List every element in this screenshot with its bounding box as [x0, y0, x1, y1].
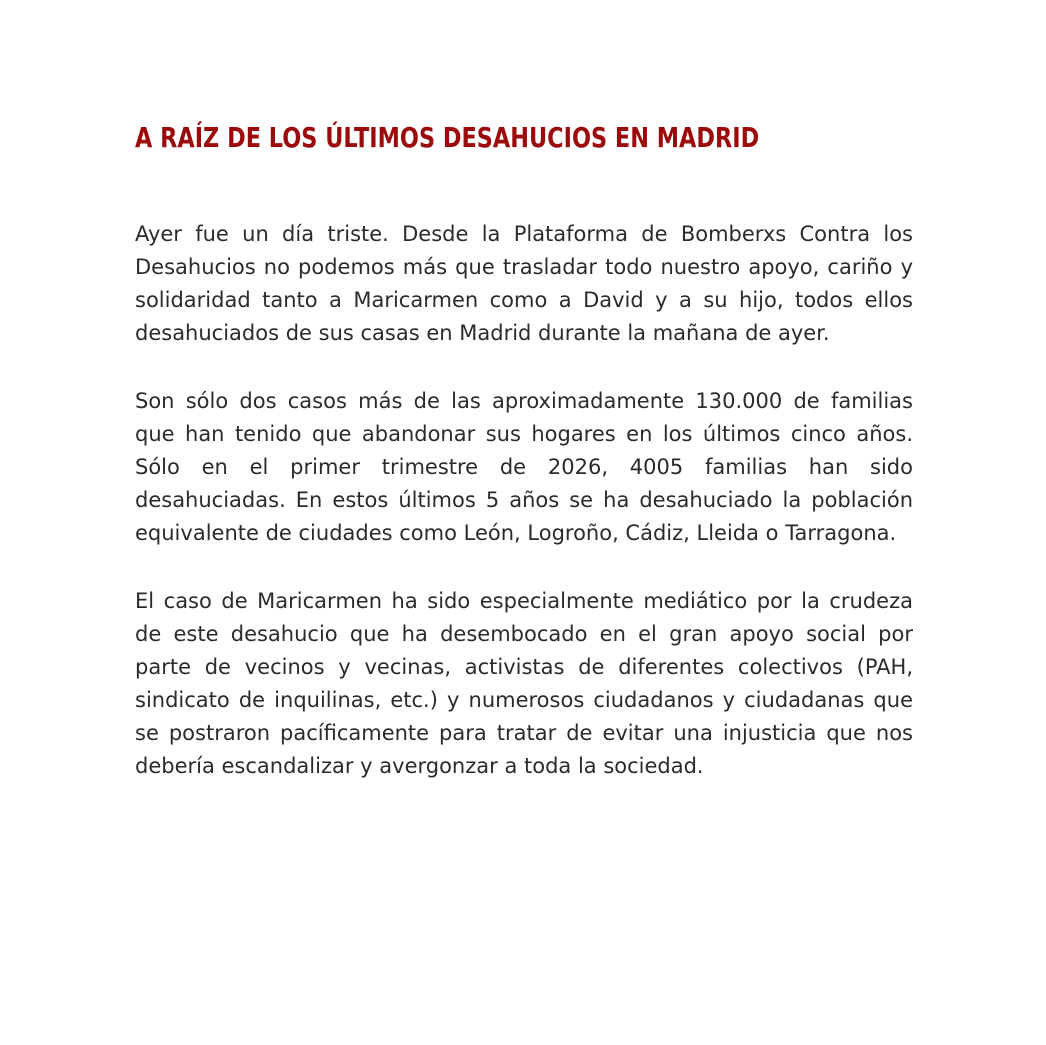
article-title: A RAÍZ DE LOS ÚLTIMOS DESAHUCIOS EN MADRID [135, 121, 760, 154]
article-paragraph-2: Son sólo dos casos más de las aproximadamente 130.000 de familias que han tenido que abandonar sus hogares en los últimos cinco años. Sólo en el primer trimestre de 2026, 4005 familias han sido desahuciadas. En estos últimos 5 años se ha desahuciado la población equivalente de ciudades como León, Logroño, Cádiz, Lleida o Tarragona. [135, 389, 913, 545]
article-paragraph-1: Ayer fue un día triste. Desde la Plataforma de Bomberxs Contra los Desahucios no podemos más que trasladar todo nuestro apoyo, cariño y solidaridad tanto a Maricarmen como a David y a su hijo, todos ellos desahuciados de sus casas en Madrid durante la mañana de ayer. [135, 222, 913, 345]
article-body [135, 218, 913, 783]
article-paragraph-3: El caso de Maricarmen ha sido especialmente mediático por la crudeza de este desahucio que ha desembocado en el gran apoyo social por parte de vecinos y vecinas, activistas de diferentes colectivos (PAH, sindicato de inquilinas, etc.) y numerosos ciudadanos y ciudadanas que se postraron pacíficamente para tratar de evitar una injusticia que nos debería escandalizar y avergonzar a toda la sociedad. [135, 589, 913, 778]
